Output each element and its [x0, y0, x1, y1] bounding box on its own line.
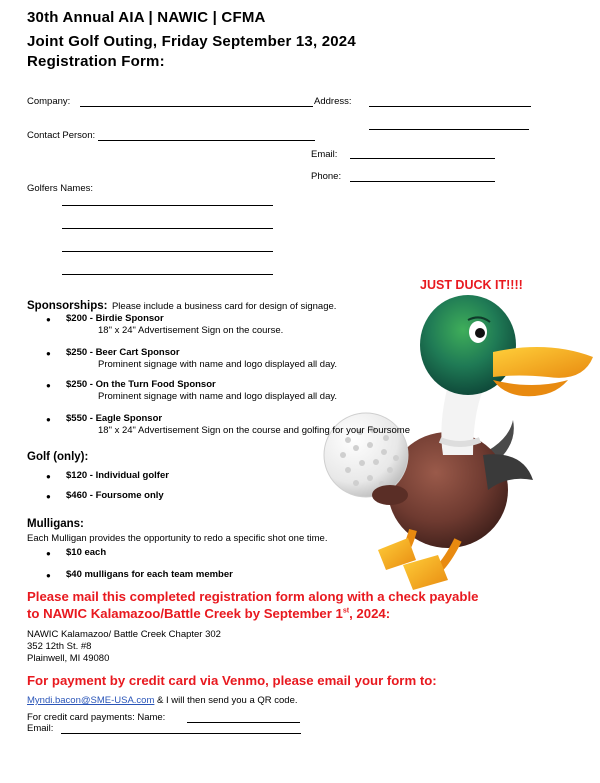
sponsor-desc-eagle: 18" x 24" Advertisement Sign on the course and golfing for your Foursome: [98, 425, 410, 436]
golfers-names-label: Golfers Names:: [27, 183, 93, 194]
title-line-1: 30th Annual AIA | NAWIC | CFMA: [27, 9, 266, 26]
bullet-icon: ●: [46, 381, 51, 390]
duck-mascot-illustration: [318, 290, 600, 595]
mail-line-2-end: , 2024:: [349, 606, 391, 621]
title-line-2: Joint Golf Outing, Friday September 13, 2024: [27, 33, 356, 50]
golfer-name-field-2[interactable]: [62, 228, 273, 229]
sponsor-item-eagle: $550 - Eagle Sponsor: [66, 413, 163, 424]
bullet-icon: ●: [46, 549, 51, 558]
mail-instructions-line-1: Please mail this completed registration form along with a check payable: [27, 589, 479, 604]
phone-label: Phone:: [311, 171, 342, 182]
address-field-line-1[interactable]: [369, 106, 531, 107]
golfer-name-field-3[interactable]: [62, 251, 273, 252]
mail-line-2-sup: st: [342, 607, 350, 615]
bullet-icon: ●: [46, 492, 51, 501]
bullet-icon: ●: [46, 571, 51, 580]
sponsorships-heading-line: [27, 296, 336, 314]
bullet-icon: ●: [46, 349, 51, 358]
phone-field[interactable]: [350, 181, 495, 182]
mailing-address-line-1: NAWIC Kalamazoo/ Battle Creek Chapter 302: [27, 629, 221, 640]
venmo-email-line: [27, 695, 298, 706]
mulligans-intro: Each Mulligan provides the opportunity to redo a specific shot one time.: [27, 533, 328, 544]
venmo-email-link[interactable]: Myndi.bacon@SME-USA.com: [27, 695, 155, 706]
cc-email-field[interactable]: [61, 733, 301, 734]
sponsorships-intro: Please include a business card for design of signage.: [111, 301, 337, 312]
sponsor-item-birdie: $200 - Birdie Sponsor: [66, 313, 164, 324]
sponsor-desc-turn-food: Prominent signage with name and logo displayed all day.: [98, 391, 338, 402]
company-label: Company:: [27, 96, 71, 107]
bullet-icon: ●: [46, 415, 51, 424]
sponsor-desc-beer-cart: Prominent signage with name and logo displayed all day.: [98, 359, 338, 370]
just-duck-it-tagline: JUST DUCK IT!!!!: [420, 278, 523, 292]
golfer-name-field-4[interactable]: [62, 274, 273, 275]
email-label: Email:: [311, 149, 338, 160]
company-field[interactable]: [80, 106, 313, 107]
mail-line-2-text: to NAWIC Kalamazoo/Battle Creek by September 1: [27, 606, 343, 621]
cc-name-field[interactable]: [187, 722, 300, 723]
cc-name-label: For credit card payments: Name:: [27, 712, 166, 723]
sponsorships-heading: Sponsorships:: [27, 300, 108, 312]
golf-only-heading: Golf (only):: [27, 451, 89, 463]
contact-person-label: Contact Person:: [27, 130, 96, 141]
mulligan-item-team: $40 mulligans for each team member: [66, 569, 233, 580]
sponsor-item-turn-food: $250 - On the Turn Food Sponsor: [66, 379, 216, 390]
mailing-address-line-3: Plainwell, MI 49080: [27, 653, 110, 664]
sponsor-item-beer-cart: $250 - Beer Cart Sponsor: [66, 347, 180, 358]
sponsor-desc-birdie: 18" x 24" Advertisement Sign on the course.: [98, 325, 284, 336]
golf-item-individual: $120 - Individual golfer: [66, 470, 169, 481]
golf-item-foursome: $460 - Foursome only: [66, 490, 164, 501]
mulligan-item-each: $10 each: [66, 547, 107, 558]
mulligans-heading: Mulligans:: [27, 518, 84, 530]
cc-email-label: Email:: [27, 723, 54, 734]
address-field-line-2[interactable]: [369, 129, 529, 130]
email-field[interactable]: [350, 158, 495, 159]
mailing-address-line-2: 352 12th St. #8: [27, 641, 92, 652]
title-line-3: Registration Form:: [27, 53, 165, 70]
venmo-heading: For payment by credit card via Venmo, please email your form to:: [27, 673, 437, 688]
mail-instructions-line-2: [27, 606, 390, 621]
bullet-icon: ●: [46, 472, 51, 481]
golfer-name-field-1[interactable]: [62, 205, 273, 206]
bullet-icon: ●: [46, 315, 51, 324]
venmo-email-after: & I will then send you a QR code.: [154, 695, 298, 706]
contact-person-field[interactable]: [98, 140, 315, 141]
address-label: Address:: [314, 96, 352, 107]
